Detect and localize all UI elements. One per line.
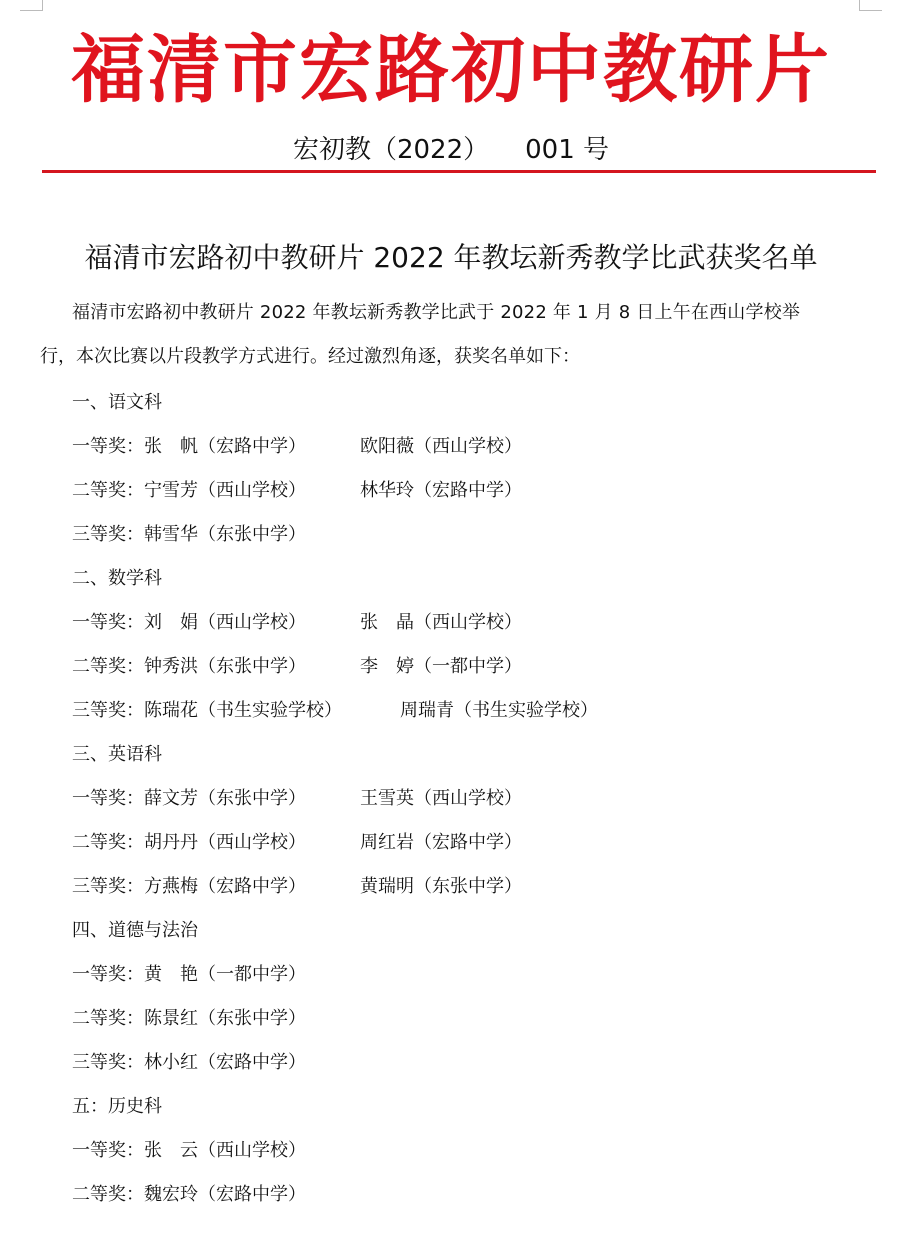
org-header-title: 福清市宏路初中教研片 xyxy=(71,27,831,113)
winner-entry: 黄瑞明（东张中学） xyxy=(360,876,522,897)
award-row xyxy=(72,960,872,1004)
subject-heading: 三、英语科 xyxy=(72,744,162,765)
award-level-label: 三等奖： xyxy=(72,876,144,897)
subject-heading: 二、数学科 xyxy=(72,568,162,589)
award-row xyxy=(72,1004,872,1048)
award-level-label: 二等奖： xyxy=(72,1184,144,1205)
document-number-prefix: 宏初教（2022） xyxy=(292,135,490,165)
document-number-suffix: 001 号 xyxy=(525,135,610,165)
page-corner-mark-left xyxy=(20,0,43,11)
award-level-label: 二等奖： xyxy=(72,1008,144,1029)
winner-entry: 胡丹丹（西山学校） xyxy=(144,832,306,853)
intro-paragraph-line-1: 福清市宏路初中教研片 2022 年教坛新秀教学比武于 2022 年 1 月 8 日上午在西山学校举 xyxy=(72,302,801,323)
award-row xyxy=(72,1136,872,1180)
winner-entry: 刘 娟（西山学校） xyxy=(144,612,306,633)
intro-paragraph-line-2: 行，本次比赛以片段教学方式进行。经过激烈角逐，获奖名单如下： xyxy=(40,346,580,367)
winner-entry: 张 云（西山学校） xyxy=(144,1140,306,1161)
winner-entry: 方燕梅（宏路中学） xyxy=(144,876,306,897)
award-row xyxy=(72,476,872,520)
winner-entry: 欧阳薇（西山学校） xyxy=(360,436,522,457)
award-level-label: 一等奖： xyxy=(72,612,144,633)
award-row xyxy=(72,652,872,696)
winner-entry: 周红岩（宏路中学） xyxy=(360,832,522,853)
document-title: 福清市宏路初中教研片 2022 年教坛新秀教学比武获奖名单 xyxy=(84,241,818,274)
winner-entry: 魏宏玲（宏路中学） xyxy=(144,1184,306,1205)
winner-entry: 陈瑞花（书生实验学校） xyxy=(144,700,342,721)
page-corner-mark-right xyxy=(859,0,882,11)
subject-heading: 五：历史科 xyxy=(72,1096,162,1117)
winner-entry: 林小红（宏路中学） xyxy=(144,1052,306,1073)
award-level-label: 三等奖： xyxy=(72,524,144,545)
winner-entry: 薛文芳（东张中学） xyxy=(144,788,306,809)
award-row xyxy=(72,784,872,828)
document-number xyxy=(0,132,902,168)
award-level-label: 二等奖： xyxy=(72,656,144,677)
award-level-label: 三等奖： xyxy=(72,1052,144,1073)
award-row xyxy=(72,828,872,872)
award-row xyxy=(72,1180,872,1224)
award-row xyxy=(72,432,872,476)
award-level-label: 二等奖： xyxy=(72,832,144,853)
winner-entry: 王雪英（西山学校） xyxy=(360,788,522,809)
winner-entry: 陈景红（东张中学） xyxy=(144,1008,306,1029)
award-row xyxy=(72,696,872,740)
winner-entry: 黄 艳（一都中学） xyxy=(144,964,306,985)
winner-entry: 周瑞青（书生实验学校） xyxy=(400,700,598,721)
winner-entry: 钟秀洪（东张中学） xyxy=(144,656,306,677)
winner-entry: 张 晶（西山学校） xyxy=(360,612,522,633)
award-level-label: 二等奖： xyxy=(72,480,144,501)
award-row xyxy=(72,608,872,652)
award-row xyxy=(72,872,872,916)
award-level-label: 一等奖： xyxy=(72,1140,144,1161)
winner-entry: 李 婷（一都中学） xyxy=(360,656,522,677)
award-level-label: 一等奖： xyxy=(72,436,144,457)
award-level-label: 一等奖： xyxy=(72,964,144,985)
subject-heading: 四、道德与法治 xyxy=(72,920,198,941)
award-list xyxy=(72,388,872,1224)
subject-heading: 一、语文科 xyxy=(72,392,162,413)
winner-entry: 林华玲（宏路中学） xyxy=(360,480,522,501)
winner-entry: 宁雪芳（西山学校） xyxy=(144,480,306,501)
winner-entry: 张 帆（宏路中学） xyxy=(144,436,306,457)
award-row xyxy=(72,520,872,564)
winner-entry: 韩雪华（东张中学） xyxy=(144,524,306,545)
award-level-label: 一等奖： xyxy=(72,788,144,809)
award-level-label: 三等奖： xyxy=(72,700,144,721)
header-red-divider xyxy=(42,170,876,173)
award-row xyxy=(72,1048,872,1092)
